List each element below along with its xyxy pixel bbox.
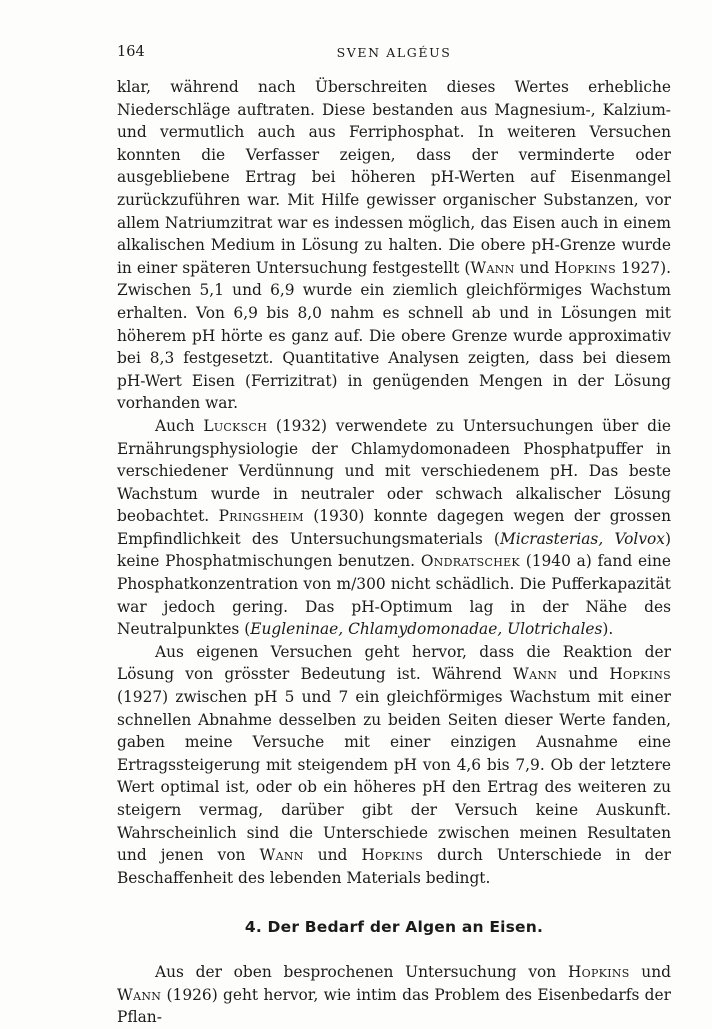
text-run: (1940 a) fand eine Phosphatkonzentration von m/300 nicht schädlich. Die Pufferkapazität war jedoch gering. Das pH-Optimum lag in der Nähe des Neutralpunktes ( [117, 552, 671, 639]
text-run: klar, während nach Überschreiten dieses Wertes erhebliche Niederschläge auftraten. Diese bestanden aus Magnesium-, Kalzium- und vermutlich auch aus Ferriphosphat. In weiteren Versuchen konnten die Verfasser zeigen, dass der verminderte oder ausgebliebene Ertrag bei höheren pH-Werten auf Eisenmangel zurückzuführen war. Mit Hilfe gewisser organischer Substanzen, vor allem Natriumzitrat war es indessen möglich, das Eisen auch in einem alkalischen Medium in Lösung zu halten. Die obere pH-Grenze wurde in einer späteren Untersuchung festgestellt ( [117, 78, 671, 277]
paragraph-1 [117, 76, 671, 415]
text-run: Aus eigenen Versuchen geht hervor, dass die Reaktion der Lösung von grösster Bedeutung ist. Während [117, 642, 671, 684]
page-number: 164 [117, 44, 145, 60]
running-head: SVEN ALGÉUS [336, 45, 452, 60]
paragraph-2 [117, 415, 671, 641]
author-name: Ondratschek [420, 552, 520, 571]
text-run: (1930) konnte dagegen wegen der grossen Empfindlichkeit des Untersuchungsmaterials ( [117, 507, 671, 548]
author-name: Hopkins [609, 665, 671, 684]
author-name: Wann [513, 665, 558, 684]
text-run: (1927) zwischen pH 5 und 7 ein gleichförmiges Wachstum mit einer schnellen Abnahme desselben zu beiden Seiten dieser Werte fanden, gaben meine Versuche mit einer einzigen Ausnahme eine Ertragssteigerung mit steigendem pH von 4,6 bis 7,9. Ob der letztere Wert optimal ist, oder ob ein höheres pH den Ertrag des weiteren zu steigern vermag, darüber gibt der Versuch keine Auskunft. Wahrscheinlich sind die Unterschiede zwischen meinen Resultaten und jenen von [117, 688, 671, 865]
text-run: (1926) geht hervor, wie intim das Problem des Eisenbedarfs der Pflan- [117, 985, 671, 1027]
author-name: Wann [259, 846, 304, 865]
page-header [117, 44, 671, 64]
author-name: Hopkins [567, 962, 630, 981]
italic-taxa: Eugleninae, Chlamydomonadae, Ulotrichales [250, 620, 603, 639]
italic-taxa: Micrasterias, Volvox [499, 529, 665, 548]
author-name: Lucksch [203, 416, 268, 435]
author-name: Wann [117, 985, 162, 1004]
paragraph-3 [117, 641, 671, 890]
author-name: Wann [470, 258, 515, 277]
text-run: und [303, 846, 362, 865]
text-run: und [557, 665, 610, 684]
text-run: ). [602, 620, 614, 639]
author-name: Hopkins [361, 846, 424, 865]
text-run: Auch [155, 416, 204, 435]
text-run: Aus der oben besprochenen Untersuchung von [155, 962, 568, 981]
text-run: und [629, 962, 671, 981]
text-run: und [514, 258, 555, 277]
text-run: durch Unterschiede in der Beschaffenheit des lebenden Materials bedingt. [117, 846, 671, 887]
text-run: ) keine Phosphatmischungen benutzen. [117, 529, 671, 571]
text-run: (1932) verwendete zu Untersuchungen über die Ernährungsphysiologie der Chlamydomonadeen Phosphatpuffer in verschiedener Verdünnung und mit verschiedenem pH. Das beste Wachstum wurde in neutraler oder schwach alkalischer Lösung beobachtet. [117, 416, 672, 526]
text-run: 1927). Zwischen 5,1 und 6,9 wurde ein ziemlich gleichförmiges Wachstum erhalten. Von 6,9 bis 8,0 nahm es schnell ab und in Lösungen mit höherem pH hörte es ganz auf. Die obere Grenze wurde approximativ bei 8,3 festgesetzt. Quantitative Analysen zeigten, dass bei diesem pH-Wert Eisen (Ferrizitrat) in genügenden Mengen in der Lösung vorhanden war. [117, 258, 671, 413]
body-text [117, 76, 671, 1029]
author-name: Pringsheim [218, 507, 304, 526]
author-name: Hopkins [554, 258, 616, 277]
section-heading: 4. Der Bedarf der Algen an Eisen. [244, 918, 544, 937]
paragraph-4 [117, 961, 671, 1029]
